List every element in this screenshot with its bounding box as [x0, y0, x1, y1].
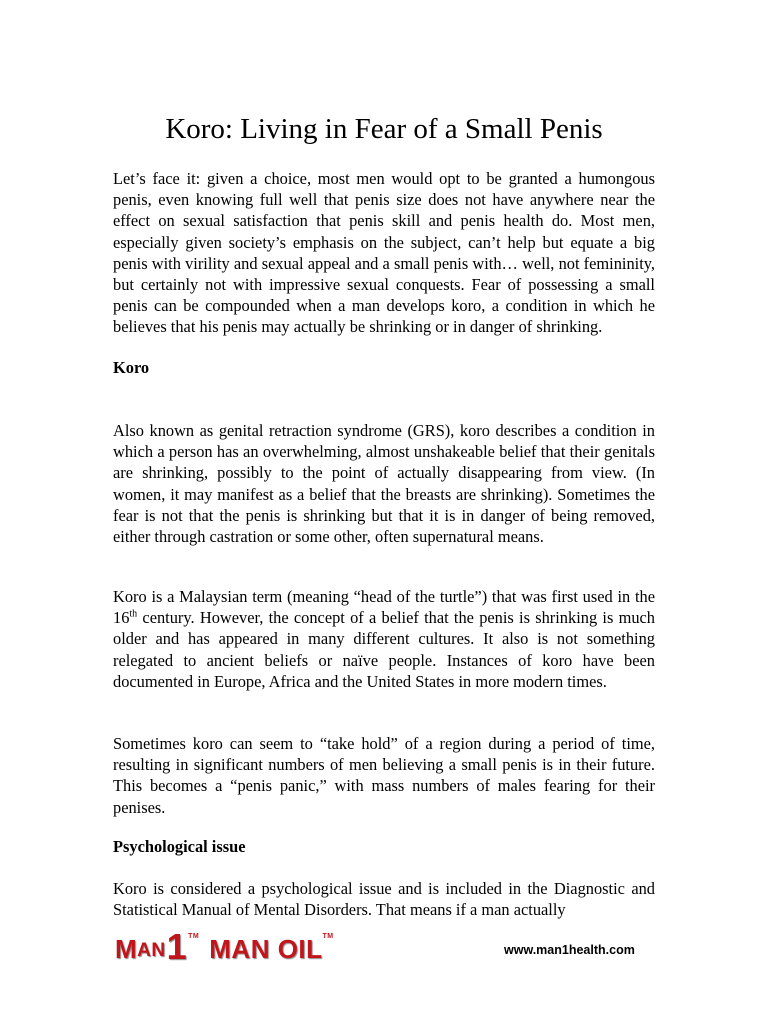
- man1-logo: [115, 926, 334, 967]
- koro-paragraph-3: Sometimes koro can seem to “take hold” of a region during a period of time, resulting in significant numbers of men believing a small penis is in their future. This becomes a “penis panic,” with mass numbers of males fearing for their penises.: [113, 734, 655, 817]
- section-heading-psychological: Psychological issue: [113, 837, 246, 856]
- logo-man-oil: MAN OIL: [209, 934, 323, 964]
- koro-paragraph-2-part-b: century. However, the concept of a belief that the penis is shrinking is much older and has appeared in many different cultures. It also is not something relegated to ancient beliefs or naïve people. Instances of koro have been documented in Europe, Africa and the United States in more modern times.: [113, 608, 655, 691]
- footer-url[interactable]: www.man1health.com: [504, 943, 635, 957]
- document-title: Koro: Living in Fear of a Small Penis: [165, 113, 603, 145]
- koro-paragraph-2-part-a: Koro is a Malaysian term (meaning “head of the turtle”) that was first used in the 16: [113, 587, 655, 628]
- koro-paragraph-1: Also known as genital retraction syndrome (GRS), koro describes a condition in which a person has an overwhelming, almost unshakeable belief that their genitals are shrinking, possibly to the point of actually disappearing from view. (In women, it may manifest as a belief that the breasts are shrinking). Sometimes the fear is not that the penis is shrinking but that it is in danger of being removed, either through castration or some other, often supernatural means.: [113, 421, 655, 547]
- koro-paragraph-2: [113, 586, 655, 692]
- logo-trademark-1: TM: [188, 933, 200, 940]
- section-heading-koro: Koro: [113, 358, 150, 377]
- logo-numeral-one: 1: [166, 926, 188, 967]
- logo-letters-an: AN: [137, 940, 166, 961]
- intro-paragraph: Let’s face it: given a choice, most men would opt to be granted a humongous penis, even knowing full well that penis size does not have anywhere near the effect on sexual satisfaction that penis skill and penis health do. Most men, especially given society’s emphasis on the subject, can’t help but equate a big penis with virility and sexual appeal and a small penis with… well, not femininity, but certainly not with impressive sexual conquests. Fear of possessing a small penis can be compounded when a man develops koro, a condition in which he believes that his penis may actually be shrinking or in danger of shrinking.: [113, 169, 655, 337]
- logo-trademark-2: TM: [322, 933, 334, 940]
- ordinal-superscript: th: [129, 608, 138, 620]
- psychological-paragraph-1: Koro is considered a psychological issue and is included in the Diagnostic and Statistical Manual of Mental Disorders. That means if a man actually: [113, 879, 655, 920]
- logo-letter-m: M: [115, 934, 138, 964]
